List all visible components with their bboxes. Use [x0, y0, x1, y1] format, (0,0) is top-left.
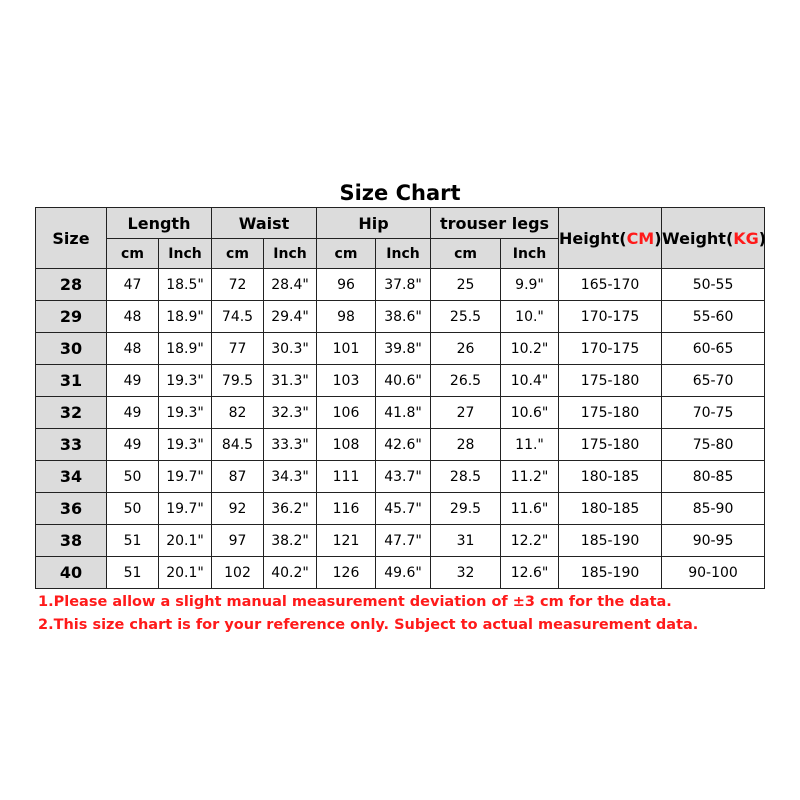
subheader-legs-inch: Inch: [501, 239, 559, 269]
header-height: [559, 208, 662, 269]
cell-waist-in: 29.4": [264, 301, 317, 333]
cell-length-in: 20.1": [159, 557, 212, 589]
cell-size: 40: [36, 557, 107, 589]
cell-height: 170-175: [559, 333, 662, 365]
cell-length-cm: 49: [107, 365, 159, 397]
note-reference: 2.This size chart is for your reference only. Subject to actual measurement data.: [38, 617, 699, 633]
table-header: [36, 208, 765, 269]
subheader-legs-cm: cm: [431, 239, 501, 269]
cell-hip-in: 38.6": [376, 301, 431, 333]
table-row: [36, 333, 765, 365]
cell-waist-cm: 74.5: [212, 301, 264, 333]
cell-legs-cm: 29.5: [431, 493, 501, 525]
cell-length-cm: 49: [107, 429, 159, 461]
cell-legs-in: 11.": [501, 429, 559, 461]
cell-hip-in: 42.6": [376, 429, 431, 461]
cell-size: 38: [36, 525, 107, 557]
header-height-prefix: Height(: [559, 228, 627, 248]
cell-weight: 65-70: [662, 365, 765, 397]
size-chart-table: [35, 207, 765, 589]
cell-hip-cm: 126: [317, 557, 376, 589]
cell-waist-in: 28.4": [264, 269, 317, 301]
table-row: [36, 461, 765, 493]
cell-height: 175-180: [559, 397, 662, 429]
cell-legs-cm: 25.5: [431, 301, 501, 333]
cell-legs-cm: 32: [431, 557, 501, 589]
table-row: [36, 493, 765, 525]
cell-waist-cm: 97: [212, 525, 264, 557]
cell-length-in: 18.5": [159, 269, 212, 301]
cell-hip-in: 40.6": [376, 365, 431, 397]
cell-size: 34: [36, 461, 107, 493]
header-height-unit: CM: [626, 228, 655, 248]
cell-waist-cm: 87: [212, 461, 264, 493]
cell-waist-in: 31.3": [264, 365, 317, 397]
header-hip: Hip: [317, 208, 431, 239]
cell-size: 36: [36, 493, 107, 525]
cell-waist-cm: 77: [212, 333, 264, 365]
subheader-length-cm: cm: [107, 239, 159, 269]
cell-legs-cm: 28: [431, 429, 501, 461]
header-size: Size: [36, 208, 107, 269]
cell-waist-cm: 82: [212, 397, 264, 429]
table-row: [36, 301, 765, 333]
cell-legs-in: 9.9": [501, 269, 559, 301]
table-row: [36, 429, 765, 461]
header-trouser-legs: trouser legs: [431, 208, 559, 239]
cell-height: 175-180: [559, 365, 662, 397]
table-row: [36, 397, 765, 429]
cell-length-cm: 48: [107, 301, 159, 333]
cell-weight: 90-100: [662, 557, 765, 589]
cell-weight: 55-60: [662, 301, 765, 333]
cell-height: 180-185: [559, 461, 662, 493]
cell-hip-cm: 111: [317, 461, 376, 493]
cell-height: 170-175: [559, 301, 662, 333]
cell-length-in: 18.9": [159, 301, 212, 333]
cell-length-cm: 50: [107, 461, 159, 493]
subheader-length-inch: Inch: [159, 239, 212, 269]
cell-length-cm: 50: [107, 493, 159, 525]
notes: [38, 591, 778, 637]
cell-hip-cm: 101: [317, 333, 376, 365]
cell-waist-in: 34.3": [264, 461, 317, 493]
cell-hip-in: 45.7": [376, 493, 431, 525]
cell-waist-in: 40.2": [264, 557, 317, 589]
cell-size: 30: [36, 333, 107, 365]
cell-waist-in: 32.3": [264, 397, 317, 429]
cell-waist-cm: 72: [212, 269, 264, 301]
cell-weight: 70-75: [662, 397, 765, 429]
cell-legs-in: 11.6": [501, 493, 559, 525]
cell-size: 33: [36, 429, 107, 461]
cell-height: 185-190: [559, 525, 662, 557]
cell-legs-cm: 26: [431, 333, 501, 365]
header-waist: Waist: [212, 208, 317, 239]
cell-legs-in: 10.2": [501, 333, 559, 365]
cell-length-in: 20.1": [159, 525, 212, 557]
cell-hip-in: 43.7": [376, 461, 431, 493]
cell-hip-cm: 96: [317, 269, 376, 301]
cell-length-cm: 47: [107, 269, 159, 301]
cell-length-in: 19.3": [159, 365, 212, 397]
cell-length-in: 18.9": [159, 333, 212, 365]
table-row: [36, 557, 765, 589]
cell-hip-in: 49.6": [376, 557, 431, 589]
header-length: Length: [107, 208, 212, 239]
cell-waist-cm: 84.5: [212, 429, 264, 461]
cell-hip-in: 47.7": [376, 525, 431, 557]
cell-legs-in: 12.2": [501, 525, 559, 557]
cell-hip-cm: 103: [317, 365, 376, 397]
cell-hip-cm: 121: [317, 525, 376, 557]
cell-hip-cm: 106: [317, 397, 376, 429]
cell-hip-cm: 98: [317, 301, 376, 333]
cell-legs-cm: 25: [431, 269, 501, 301]
cell-legs-cm: 27: [431, 397, 501, 429]
cell-waist-in: 30.3": [264, 333, 317, 365]
cell-height: 185-190: [559, 557, 662, 589]
header-height-suffix: ): [654, 228, 662, 248]
cell-weight: 60-65: [662, 333, 765, 365]
cell-height: 175-180: [559, 429, 662, 461]
note-deviation: 1.Please allow a slight manual measurement deviation of ±3 cm for the data.: [38, 594, 672, 610]
header-weight: [662, 208, 765, 269]
cell-length-cm: 48: [107, 333, 159, 365]
cell-hip-in: 37.8": [376, 269, 431, 301]
cell-waist-cm: 92: [212, 493, 264, 525]
cell-hip-in: 39.8": [376, 333, 431, 365]
cell-size: 32: [36, 397, 107, 429]
cell-length-in: 19.7": [159, 461, 212, 493]
table-body: [36, 269, 765, 589]
subheader-waist-inch: Inch: [264, 239, 317, 269]
cell-hip-in: 41.8": [376, 397, 431, 429]
cell-size: 28: [36, 269, 107, 301]
subheader-hip-cm: cm: [317, 239, 376, 269]
cell-length-cm: 49: [107, 397, 159, 429]
cell-waist-in: 36.2": [264, 493, 317, 525]
cell-waist-cm: 79.5: [212, 365, 264, 397]
cell-weight: 80-85: [662, 461, 765, 493]
table-row: [36, 525, 765, 557]
cell-length-in: 19.3": [159, 397, 212, 429]
header-weight-suffix: ): [758, 228, 767, 248]
table-row: [36, 365, 765, 397]
cell-weight: 90-95: [662, 525, 765, 557]
cell-waist-in: 33.3": [264, 429, 317, 461]
cell-size: 31: [36, 365, 107, 397]
cell-hip-cm: 116: [317, 493, 376, 525]
cell-length-in: 19.3": [159, 429, 212, 461]
cell-waist-in: 38.2": [264, 525, 317, 557]
cell-height: 165-170: [559, 269, 662, 301]
subheader-hip-inch: Inch: [376, 239, 431, 269]
cell-hip-cm: 108: [317, 429, 376, 461]
cell-legs-cm: 31: [431, 525, 501, 557]
header-weight-prefix: Weight(: [662, 228, 734, 248]
table-row: [36, 269, 765, 301]
cell-legs-cm: 26.5: [431, 365, 501, 397]
cell-legs-in: 10.4": [501, 365, 559, 397]
header-weight-unit: KG: [733, 228, 759, 248]
cell-length-cm: 51: [107, 557, 159, 589]
cell-length-cm: 51: [107, 525, 159, 557]
cell-length-in: 19.7": [159, 493, 212, 525]
cell-size: 29: [36, 301, 107, 333]
cell-weight: 50-55: [662, 269, 765, 301]
page-title: Size Chart: [339, 181, 461, 205]
cell-legs-cm: 28.5: [431, 461, 501, 493]
cell-weight: 85-90: [662, 493, 765, 525]
cell-legs-in: 12.6": [501, 557, 559, 589]
cell-weight: 75-80: [662, 429, 765, 461]
cell-legs-in: 11.2": [501, 461, 559, 493]
cell-legs-in: 10.": [501, 301, 559, 333]
cell-legs-in: 10.6": [501, 397, 559, 429]
cell-waist-cm: 102: [212, 557, 264, 589]
cell-height: 180-185: [559, 493, 662, 525]
subheader-waist-cm: cm: [212, 239, 264, 269]
